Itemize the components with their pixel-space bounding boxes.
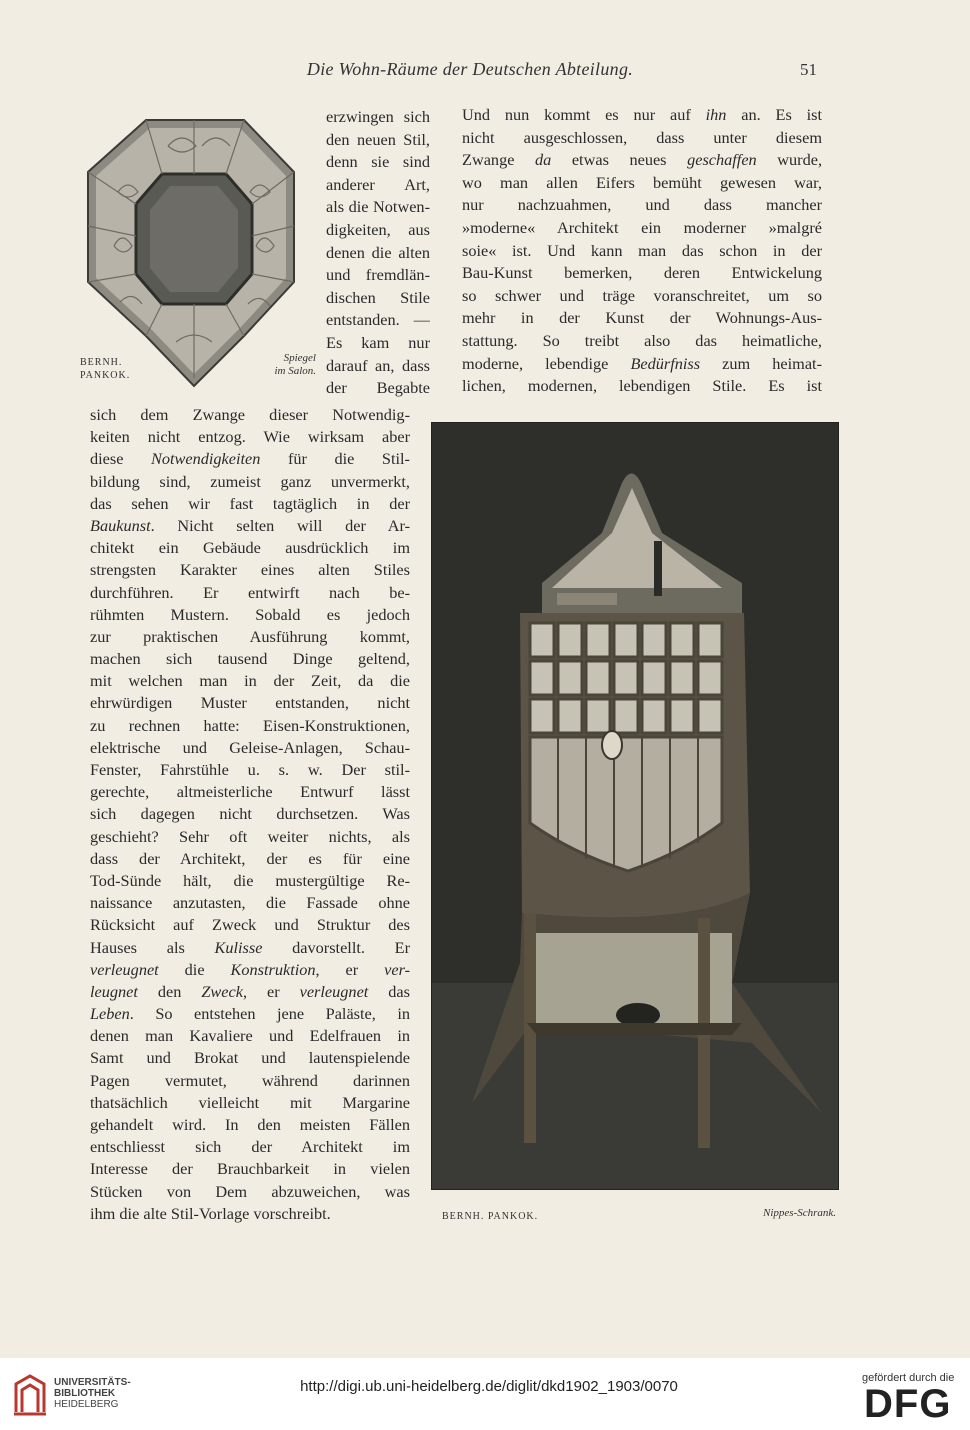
text-segment: so schwer und träge voranschreitet, um so: [462, 285, 822, 305]
text-segment: an. Es ist: [726, 105, 822, 124]
emphasis-text: verleugnet: [299, 981, 369, 1001]
text-segment: thatsächlich vielleicht mit Margarine: [90, 1092, 410, 1112]
text-line: [90, 493, 410, 515]
text-segment: entschliesst sich der Architekt im: [90, 1137, 410, 1157]
text-line: [462, 330, 822, 353]
text-segment: das sehen wir fast tagtäglich in der: [90, 493, 410, 513]
text-line: [326, 264, 430, 287]
text-line: [326, 196, 430, 219]
text-line: [462, 217, 822, 240]
text-segment: dischen Stile: [326, 287, 430, 307]
text-segment: davorstellt. Er: [262, 937, 410, 957]
text-line: [90, 759, 410, 781]
text-line: [90, 737, 410, 759]
text-line: [462, 307, 822, 330]
text-line: [462, 240, 822, 263]
text-segment: naissance anzutasten, die Fassade ohne: [90, 893, 410, 913]
mirror-caption-title: Spiegel im Salon.: [274, 352, 316, 377]
text-line: [90, 1114, 410, 1136]
text-segment: soie« ist. Und kann man das schon in der: [462, 240, 822, 260]
text-segment: moderne, lebendige: [462, 353, 631, 373]
university-library-name: UNIVERSITÄTS- BIBLIOTHEK HEIDELBERG: [54, 1377, 131, 1410]
text-line: [462, 104, 822, 127]
text-line: [462, 353, 822, 376]
text-segment: , er: [242, 981, 300, 1001]
text-line: [326, 242, 430, 265]
text-segment: Interesse der Brauchbarkeit in vielen: [90, 1159, 410, 1179]
emphasis-text: geschaffen: [687, 150, 757, 170]
emphasis-text: leugnet: [90, 981, 138, 1001]
text-segment: mehr in der Kunst der Wohnungs-Aus-: [462, 308, 822, 328]
cabinet-caption-title: Nippes-Schrank.: [762, 1207, 836, 1219]
text-line: [326, 332, 430, 355]
mirror-caption-author: BERNH. PANKOK.: [80, 357, 131, 381]
text-segment: wo man allen Eifers bemüht gewesen war,: [462, 172, 822, 192]
emphasis-text: Notwendigkeiten: [151, 449, 261, 469]
text-line: [90, 959, 410, 981]
funder-note: gefördert durch die: [862, 1372, 955, 1384]
text-segment: mit welchen man in der Zeit, da die: [90, 671, 410, 691]
text-line: [326, 309, 430, 332]
text-segment: . Nicht selten will der Ar-: [150, 515, 410, 535]
text-segment: der Begabte: [326, 378, 430, 398]
text-line: [90, 826, 410, 848]
text-segment: etwas neues: [551, 150, 688, 170]
text-segment: Es kam nur: [326, 332, 430, 352]
text-line: [462, 149, 822, 172]
text-line: [90, 426, 410, 448]
text-segment: denen man Kavaliere und Edelfrauen in: [90, 1026, 410, 1046]
text-segment: Hauses als: [90, 937, 215, 957]
cabinet-caption-author: BERNH. PANKOK.: [442, 1211, 539, 1222]
text-line: [90, 559, 410, 581]
text-line: [90, 1047, 410, 1069]
text-line: [326, 106, 430, 129]
text-line: [90, 448, 410, 470]
text-segment: zur praktischen Ausführung kommt,: [90, 626, 410, 646]
nippes-cabinet-image: [432, 423, 838, 1189]
text-segment: denn sie sind: [326, 152, 430, 172]
text-segment: Rücksicht auf Zweck und Struktur des: [90, 915, 410, 935]
text-segment: chitekt ein Gebäude ausdrücklich im: [90, 538, 410, 558]
text-segment: den: [137, 981, 202, 1001]
text-segment: zum heimat-: [700, 353, 822, 373]
text-line: [462, 172, 822, 195]
narrow-text-column: [326, 106, 430, 400]
text-segment: bildung sind, zumeist ganz unvermerkt,: [90, 471, 410, 491]
text-line: [90, 1070, 410, 1092]
text-line: [462, 262, 822, 285]
text-segment: nicht ausgeschlossen, dass unter diesem: [462, 127, 822, 147]
text-segment: das: [368, 981, 410, 1001]
right-text-column: [462, 104, 822, 398]
text-line: [326, 129, 430, 152]
emphasis-text: ver-: [384, 959, 410, 979]
text-line: [90, 1092, 410, 1114]
text-segment: ehrwürdigen Muster entstanden, nicht: [90, 693, 410, 713]
text-line: [326, 219, 430, 242]
left-text-column: [90, 404, 410, 1225]
octagonal-mirror-image: [84, 116, 304, 391]
text-segment: gehandelt wird. In den meisten Fällen: [90, 1115, 410, 1134]
mirror-illustration: [84, 116, 304, 391]
emphasis-text: verleugnet: [90, 959, 159, 979]
text-line: [90, 1025, 410, 1047]
text-line: [90, 848, 410, 870]
text-line: [90, 870, 410, 892]
text-segment: Fenster, Fahrstühle u. s. w. Der stil-: [90, 760, 410, 779]
emphasis-text: Bedürfniss: [630, 353, 701, 373]
text-segment: , er: [315, 959, 385, 979]
text-line: [90, 515, 410, 537]
text-line: [90, 471, 410, 493]
dfg-logo: DFG: [864, 1382, 952, 1426]
text-line: [462, 127, 822, 150]
emphasis-text: ihn: [705, 105, 727, 124]
text-segment: gerechte, altmeisterliche Entwurf lässt: [90, 782, 410, 802]
text-segment: . So entstehen jene Paläste, in: [129, 1004, 410, 1024]
text-line: [90, 648, 410, 670]
text-segment: Bau-Kunst bemerken, deren Entwickelung: [462, 263, 822, 283]
text-segment: sich dagegen nicht durchsetzen. Was: [90, 804, 410, 824]
emphasis-text: Kulisse: [214, 937, 263, 957]
text-line: [326, 174, 430, 197]
text-segment: rühmten Mustern. Sobald es jedoch: [90, 604, 410, 624]
text-segment: geschieht? Sehr oft weiter nichts, als: [90, 826, 410, 846]
text-segment: Tod-Sünde hält, die mustergültige Re-: [90, 870, 410, 890]
university-library-logo-icon: [10, 1372, 50, 1418]
text-line: [90, 670, 410, 692]
text-line: [462, 285, 822, 308]
text-line: [90, 892, 410, 914]
cabinet-photograph: [431, 422, 839, 1190]
text-segment: »moderne« Architekt ein moderner »malgré: [462, 217, 822, 237]
text-line: [90, 582, 410, 604]
text-segment: durchführen. Er entwirft nach be-: [90, 582, 410, 602]
text-segment: machen sich tausend Dinge geltend,: [90, 649, 410, 669]
text-line: [326, 355, 430, 378]
text-line: [326, 151, 430, 174]
text-segment: digkeiten, aus: [326, 219, 430, 239]
text-line: [326, 377, 430, 400]
text-line: [462, 375, 822, 398]
text-segment: als die Notwen-: [326, 197, 430, 217]
text-segment: keiten nicht entzog. Wie wirksam aber: [90, 427, 410, 447]
text-line: [90, 1158, 410, 1180]
emphasis-text: Leben: [90, 1004, 130, 1024]
text-line: [462, 194, 822, 217]
text-line: [90, 1203, 410, 1225]
text-segment: strengsten Karakter eines alten Stiles: [90, 560, 410, 580]
text-line: [90, 914, 410, 936]
text-segment: lichen, modernen, lebendigen Stile. Es ist: [462, 376, 822, 396]
text-segment: darauf an, dass: [326, 355, 430, 375]
text-segment: zu rechnen hatte: Eisen-Konstruktionen,: [90, 715, 410, 735]
text-segment: denen die alten: [326, 242, 430, 262]
text-segment: wurde,: [756, 150, 822, 170]
text-segment: stattung. So treibt also das heimatliche,: [462, 330, 822, 350]
text-line: [90, 1181, 410, 1203]
text-line: [90, 692, 410, 714]
text-segment: nur nachzuahmen, und dass mancher: [462, 195, 822, 215]
text-segment: anderer Art,: [326, 174, 430, 194]
text-segment: Pagen vermutet, während darinnen: [90, 1070, 410, 1090]
text-segment: die: [158, 959, 231, 979]
text-segment: und fremdlän-: [326, 265, 430, 285]
text-line: [90, 1136, 410, 1158]
text-segment: sich dem Zwange dieser Notwendig-: [90, 405, 410, 424]
text-segment: diese: [90, 449, 151, 469]
emphasis-text: Baukunst: [90, 515, 151, 535]
text-segment: Stücken von Dem abzuweichen, was: [90, 1181, 410, 1201]
text-segment: Und nun kommt es nur auf: [462, 105, 706, 124]
text-segment: entstanden. —: [326, 310, 430, 330]
page-number: 51: [800, 60, 817, 79]
text-line: [90, 781, 410, 803]
text-line: [90, 1003, 410, 1025]
text-segment: erzwingen sich: [326, 107, 430, 126]
text-line: [90, 715, 410, 737]
text-segment: elektrische und Geleise-Anlagen, Schau-: [90, 737, 410, 757]
text-segment: Samt und Brokat und lautenspielende: [90, 1048, 410, 1068]
text-line: [90, 537, 410, 559]
emphasis-text: da: [535, 150, 552, 170]
text-line: [90, 404, 410, 426]
running-header: Die Wohn-Räume der Deutschen Abteilung.: [306, 59, 634, 79]
text-segment: den neuen Stil,: [326, 129, 430, 149]
text-segment: ihm die alte Stil-Vorlage vorschreibt.: [90, 1203, 331, 1223]
emphasis-text: Zweck: [201, 981, 243, 1001]
text-segment: Zwange: [462, 150, 535, 170]
text-line: [326, 287, 430, 310]
text-line: [90, 604, 410, 626]
text-segment: dass der Architekt, der es für eine: [90, 848, 410, 868]
text-line: [90, 937, 410, 959]
emphasis-text: Konstruktion: [230, 959, 316, 979]
digital-library-link[interactable]: http://digi.ub.uni-heidelberg.de/diglit/dkd1902_1903/0070: [300, 1378, 678, 1395]
text-line: [90, 803, 410, 825]
text-line: [90, 626, 410, 648]
text-line: [90, 981, 410, 1003]
text-segment: für die Stil-: [260, 449, 410, 469]
